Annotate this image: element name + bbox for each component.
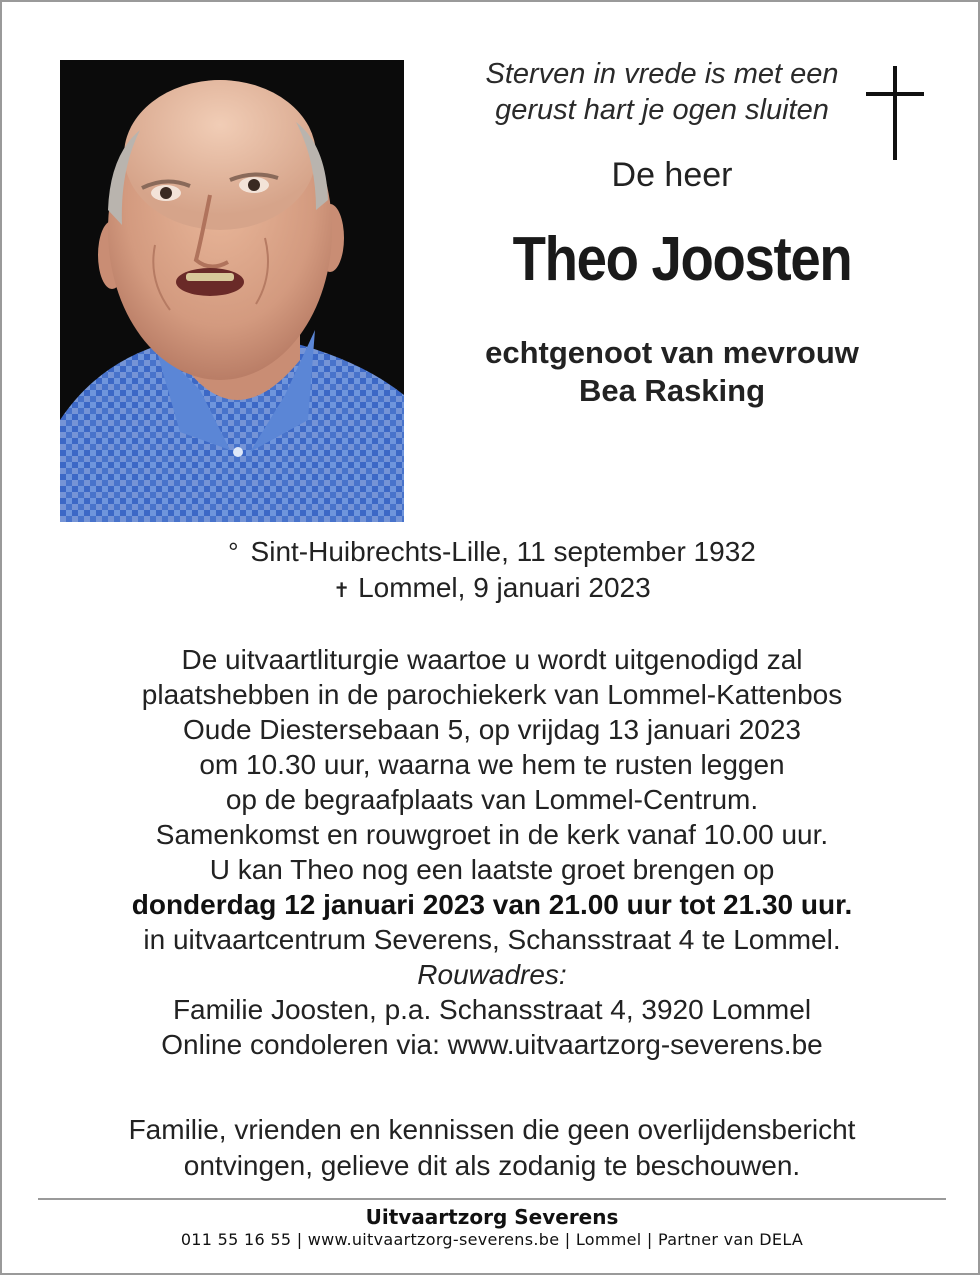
- portrait-image: [60, 60, 404, 522]
- visitation-time: donderdag 12 januari 2023 van 21.00 uur tot 21.30 uur.: [131, 889, 853, 920]
- mourning-address: Familie Joosten, p.a. Schansstraat 4, 3920 Lommel: [172, 994, 812, 1025]
- body-line: De uitvaartliturgie waartoe u wordt uitgenodigd zal: [181, 644, 803, 675]
- footer-divider: [38, 1198, 946, 1200]
- closing-line-2: ontvingen, gelieve dit als zodanig te beschouwen.: [183, 1150, 801, 1181]
- spouse-name: Bea Rasking: [578, 373, 766, 408]
- quote-line-2: gerust hart je ogen sluiten: [495, 94, 829, 126]
- body-line: U kan Theo nog een laatste groet brengen op: [209, 854, 775, 885]
- birth-line: [2, 534, 980, 570]
- online-condolences: Online condoleren via: www.uitvaartzorg-severens.be: [161, 1029, 823, 1060]
- death-text: Lommel, 9 januari 2023: [358, 572, 651, 603]
- quote-line-1: Sterven in vrede is met een: [485, 58, 839, 90]
- body-line: Samenkomst en rouwgroet in de kerk vanaf 10.00 uur.: [155, 819, 829, 850]
- deceased-name: Theo Joosten: [512, 225, 852, 294]
- mourning-address-label: Rouwadres:: [417, 959, 567, 990]
- funeral-home-name: Uitvaartzorg Severens: [365, 1205, 619, 1229]
- life-dates: [2, 534, 980, 609]
- body-line: op de begraafplaats van Lommel-Centrum.: [225, 784, 759, 815]
- spouse-info: [422, 334, 922, 410]
- portrait-photo: [60, 60, 404, 522]
- quote: [412, 56, 912, 128]
- death-symbol: ✝: [333, 580, 351, 602]
- body-line: om 10.30 uur, waarna we hem te rusten leggen: [199, 749, 785, 780]
- spouse-line-1: echtgenoot van mevrouw: [485, 335, 859, 370]
- body-line: plaatshebben in de parochiekerk van Lommel-Kattenbos: [141, 679, 843, 710]
- funeral-details: [2, 642, 980, 1062]
- funeral-home-contact: 011 55 16 55 | www.uitvaartzorg-severens.be | Lommel | Partner van DELA: [180, 1230, 804, 1249]
- cross-icon: [866, 66, 924, 162]
- body-line: Oude Diestersebaan 5, op vrijdag 13 januari 2023: [183, 714, 801, 745]
- body-line: in uitvaartcentrum Severens, Schansstraat 4 te Lommel.: [143, 924, 841, 955]
- birth-symbol: °: [228, 537, 239, 567]
- closing-line-1: Familie, vrienden en kennissen die geen overlijdensbericht: [128, 1114, 856, 1145]
- closing-note: [2, 1112, 980, 1184]
- death-line: [2, 570, 980, 609]
- honorific: De heer: [611, 156, 733, 194]
- birth-text: Sint-Huibrechts-Lille, 11 september 1932: [250, 536, 756, 567]
